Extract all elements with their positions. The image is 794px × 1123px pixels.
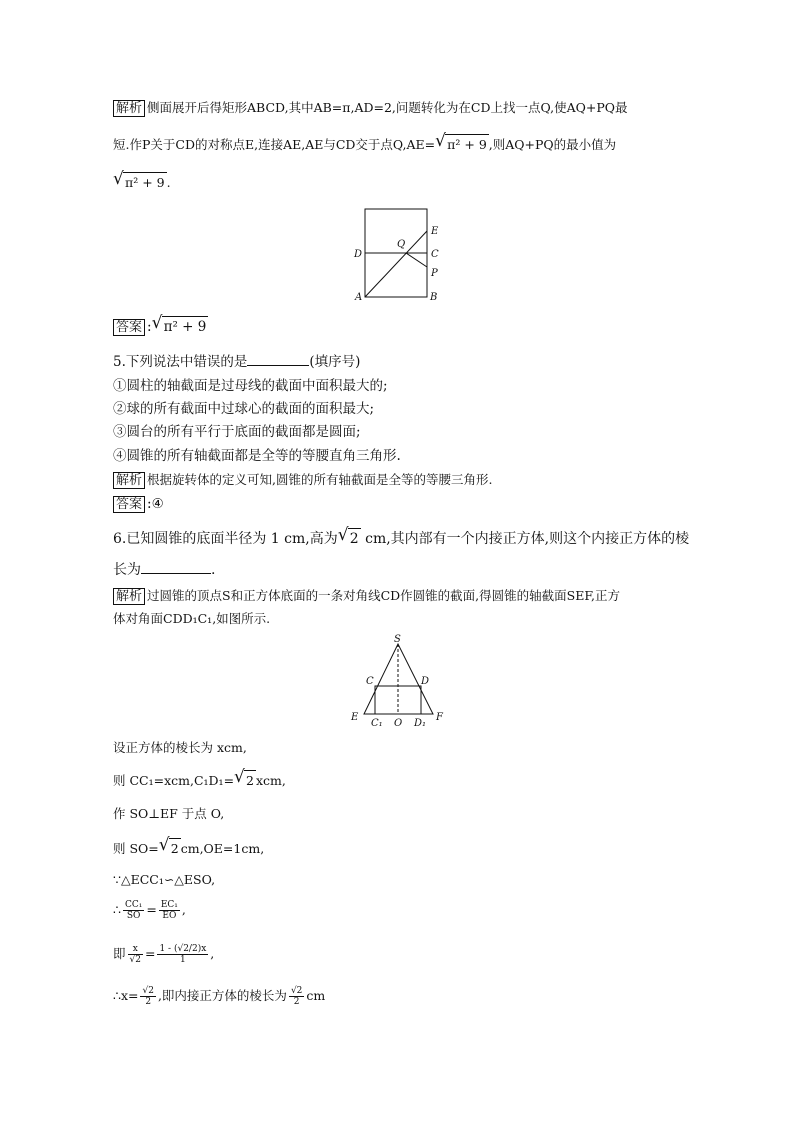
q4-rectangle-figure	[350, 203, 450, 303]
q4-label-c: C	[431, 249, 439, 260]
q6-label-s: S	[394, 634, 401, 645]
q5-answer	[113, 494, 164, 515]
q6-step-7-eq: =	[144, 946, 156, 961]
q4-label-e: E	[431, 226, 439, 237]
q6-frac2-num: EC₁	[160, 900, 178, 910]
q5-stem	[113, 352, 360, 372]
q4-line3-end: .	[166, 175, 171, 190]
q4-label-b: B	[430, 292, 438, 303]
q4-analysis-label: 解析	[113, 100, 145, 117]
q6-step-3: 作 SO⊥EF 于点 O,	[113, 806, 225, 821]
q5-blank	[247, 365, 309, 366]
q4-label-a: A	[355, 292, 363, 303]
q4-radicand-2: π² + 9	[123, 172, 167, 193]
q6-step-2a: 则 CC₁=xcm,C₁D₁=	[113, 773, 235, 788]
q6-frac1-den: SO	[126, 911, 141, 921]
q6-step-6-frac2	[159, 900, 180, 921]
q6-frac4-den: 1	[180, 955, 186, 965]
q6-stem-end: .	[211, 562, 216, 578]
q4-sqrt-ae	[436, 134, 489, 155]
q5-option-1: ①圆柱的轴截面是过母线的截面中面积最大的;	[113, 378, 388, 394]
q6-analysis-label: 解析	[113, 588, 145, 605]
q6-step-4	[113, 838, 264, 859]
q6-stem-line1	[113, 528, 689, 549]
q6-label-e: E	[351, 712, 359, 723]
q4-analysis-line3	[113, 172, 171, 193]
q4-analysis-text2b: ,则AQ+PQ的最小值为	[488, 137, 617, 152]
q6-label-d1: D₁	[414, 718, 427, 729]
q4-line-ae	[365, 231, 427, 297]
q5-analysis-text: 根据旋转体的定义可知,圆锥的所有轴截面是全等的等腰三角形.	[147, 472, 493, 487]
q4-label-p: P	[431, 268, 438, 279]
q6-step-6-eq: =	[146, 902, 157, 917]
q4-analysis-line2	[113, 134, 616, 155]
q6-step-6	[113, 900, 186, 921]
q6-stem-text-b: cm,其内部有一个内接正方体,则这个内接正方体的棱	[360, 531, 690, 547]
q6-step-2b: xcm,	[256, 773, 286, 788]
q4-radicand-1: π² + 9	[445, 134, 489, 155]
q5-answer-label: 答案	[113, 496, 145, 513]
q6-step-8-frac2	[289, 986, 304, 1007]
q6-step-4b: cm,OE=1cm,	[180, 841, 265, 856]
q6-label-o: O	[394, 718, 403, 729]
q4-sqrt-min	[114, 172, 167, 193]
q6-step-8-mid: ,即内接正方体的棱长为	[157, 988, 287, 1003]
q6-label-d: D	[421, 676, 430, 687]
q6-step-8-frac1	[140, 986, 155, 1007]
q6-blank	[141, 573, 211, 574]
q6-stem-text-a: 6.已知圆锥的底面半径为 1 cm,高为	[113, 531, 338, 547]
q6-step-7-prefix: 即	[113, 946, 126, 961]
q6-step-4-sqrt	[160, 838, 181, 859]
q6-analysis-text1: 过圆锥的顶点S和正方体底面的一条对角线CD作圆锥的截面,得圆锥的轴截面SEF,正方	[147, 588, 621, 603]
q6-step-2	[113, 770, 286, 791]
q4-label-q: Q	[397, 239, 406, 250]
q6-stem-sqrt	[339, 528, 361, 549]
q6-step-4a: 则 SO=	[113, 841, 159, 856]
q6-analysis-line2: 体对角面CDD₁C₁,如图所示.	[113, 611, 271, 626]
q6-stem-text-c: 长为	[113, 562, 141, 578]
q6-stem-line2	[113, 560, 215, 580]
q6-step-7-frac2	[157, 944, 208, 965]
q6-cone-figure	[342, 632, 452, 732]
q6-step-6-frac1	[123, 900, 144, 921]
q4-analysis-text2a: 短.作P关于CD的对称点E,连接AE,AE与CD交于点Q,AE=	[113, 137, 436, 152]
q6-step-4-radicand: 2	[169, 838, 181, 859]
q6-frac3-den: √2	[129, 955, 141, 965]
q6-label-c: C	[366, 676, 374, 687]
q5-option-3: ③圆台的所有平行于底面的截面都是圆面;	[113, 424, 361, 440]
q5-answer-text: :④	[147, 496, 164, 512]
q5-analysis	[113, 470, 492, 491]
q6-label-f: F	[436, 712, 443, 723]
q6-label-c1: C₁	[371, 718, 383, 729]
q6-step-1: 设正方体的棱长为 xcm,	[113, 740, 247, 755]
q6-frac2-den: EO	[162, 911, 177, 921]
q4-analysis-line1	[113, 98, 628, 119]
q5-stem-text: 5.下列说法中错误的是	[113, 354, 248, 370]
q4-answer-radicand: π² + 9	[162, 316, 209, 337]
q6-step-7-frac1	[128, 944, 143, 965]
q6-frac3-num: x	[128, 944, 143, 955]
q6-step-2-sqrt	[235, 770, 256, 791]
q6-frac1-num: CC₁	[124, 900, 143, 910]
q4-answer-line	[113, 316, 208, 338]
q6-step-7	[113, 944, 214, 965]
q6-stem-radicand: 2	[348, 528, 361, 549]
q6-frac6-num: √2	[290, 986, 303, 996]
q5-option-4: ④圆锥的所有轴截面都是全等的等腰直角三角形.	[113, 448, 401, 464]
q6-step-5: ∵△ECC₁∽△ESO,	[113, 872, 216, 887]
q4-label-d: D	[354, 249, 363, 260]
q6-frac4-num: 1 - (√2/2)x	[159, 944, 207, 954]
q4-answer-label: 答案	[113, 319, 145, 336]
q6-analysis-line1	[113, 586, 620, 607]
q6-step-8	[113, 986, 325, 1007]
q4-line-qp	[406, 253, 427, 267]
q4-analysis-text1: 侧面展开后得矩形ABCD,其中AB=π,AD=2,问题转化为在CD上找一点Q,使AQ+PQ最	[147, 100, 628, 115]
q4-answer-sep: :	[147, 319, 152, 335]
q6-frac5-den: 2	[145, 997, 152, 1007]
q6-step-8-prefix: ∴x=	[113, 988, 139, 1003]
q6-step-7-end: ,	[210, 946, 215, 961]
q6-step-6-prefix: ∴	[113, 902, 121, 917]
q4-answer-sqrt	[153, 316, 209, 337]
q5-stem-suffix: (填序号)	[309, 354, 361, 370]
q5-option-2: ②球的所有截面中过球心的截面的面积最大;	[113, 401, 375, 417]
q6-frac6-den: 2	[293, 997, 300, 1007]
q5-analysis-label: 解析	[113, 472, 145, 489]
q6-step-2-radicand: 2	[244, 770, 256, 791]
q6-frac5-num: √2	[142, 986, 154, 996]
q6-step-6-end: ,	[181, 902, 186, 917]
q6-step-8-end: cm	[306, 988, 326, 1003]
